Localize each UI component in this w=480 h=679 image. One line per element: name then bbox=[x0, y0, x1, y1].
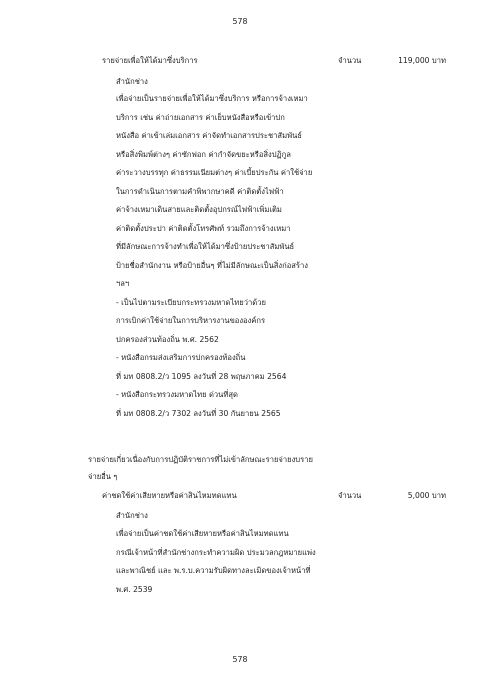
item-1-line: ค่าจ้างเหมาเดินสายและติดตั้งอุปกรณ์ไฟฟ้าเพิ่มเติม bbox=[116, 205, 282, 214]
item-1-line: - เป็นไปตามระเบียบกระทรวงมหาดไทยว่าด้วย bbox=[116, 298, 266, 307]
page-number-top: 578 bbox=[232, 17, 248, 26]
section-heading-continued: จ่ายอื่น ๆ bbox=[88, 472, 118, 481]
item-2-line: และพาณิชย์ และ พ.ร.บ.ความรับผิดทางละเมิดของเจ้าหน้าที่ bbox=[116, 566, 311, 575]
item-2-department: สำนักช่าง bbox=[116, 511, 148, 520]
item-1-line: ที่มีลักษณะการจ้างทำเพื่อให้ได้มาซึ่งป้ายประชาสัมพันธ์ bbox=[116, 242, 295, 251]
item-1-line: เพื่อจ่ายเป็นรายจ่ายเพื่อให้ได้มาซึ่งบริการ หรือการจ้างเหมา bbox=[116, 94, 308, 103]
section-heading: รายจ่ายเกี่ยวเนื่องกับการปฏิบัติราชการที่ไม่เข้าลักษณะรายจ่ายงบราย bbox=[88, 455, 313, 464]
item-2-amount: 5,000 บาท bbox=[407, 491, 446, 500]
item-1-department: สำนักช่าง bbox=[116, 77, 148, 86]
item-1-line: ในการดำเนินการตามคำพิพากษาคดี ค่าติดตั้งไฟฟ้า bbox=[116, 187, 284, 196]
item-1-line: หนังสือ ค่าเข้าเล่มเอกสาร ค่าจัดทำเอกสารประชาสัมพันธ์ bbox=[116, 131, 302, 140]
item-1-line: ค่าติดตั้งประปา ค่าติดตั้งโทรศัพท์ รวมถึงการจ้างเหมา bbox=[116, 224, 291, 233]
item-2-line: พ.ศ. 2539 bbox=[116, 585, 153, 594]
item-2-line: กรณีเจ้าหน้าที่สำนักช่างกระทำความผิด ประมวลกฎหมายแพ่ง bbox=[116, 548, 316, 557]
item-2-title: ค่าชดใช้ค่าเสียหายหรือค่าสินไหมทดแทน bbox=[102, 491, 237, 500]
item-1-line: ที่ มท 0808.2/ว 1095 ลงวันที่ 28 พฤษภาคม 2564 bbox=[116, 372, 287, 381]
item-2-amount-label: จำนวน bbox=[338, 491, 362, 500]
item-1-line: ป้ายชื่อสำนักงาน หรือป้ายอื่นๆ ที่ไม่มีลักษณะเป็นสิ่งก่อสร้าง bbox=[116, 261, 308, 270]
item-1-line: ฯลฯ bbox=[116, 279, 130, 288]
item-1-line: - หนังสือกรมส่งเสริมการปกครองท้องถิ่น bbox=[116, 353, 246, 362]
item-1-line: บริการ เช่น ค่าถ่ายเอกสาร ค่าเย็บหนังสือหรือเข้าปก bbox=[116, 113, 285, 122]
page-number-bottom: 578 bbox=[232, 655, 248, 664]
item-2-line: เพื่อจ่ายเป็นค่าชดใช้ค่าเสียหายหรือค่าสินไหมทดแทน bbox=[116, 529, 289, 538]
item-1-line: ที่ มท 0808.2/ว 7302 ลงวันที่ 30 กันยายน 2565 bbox=[116, 409, 281, 418]
item-1-line: - หนังสือกระทรวงมหาดไทย ด่วนที่สุด bbox=[116, 390, 238, 399]
item-1-amount-label: จำนวน bbox=[338, 56, 362, 65]
item-1-amount: 119,000 บาท bbox=[398, 56, 446, 65]
item-1-line: ค่าระวางบรรทุก ค่าธรรมเนียมต่างๆ ค่าเบี้ยประกัน ค่าใช้จ่าย bbox=[116, 168, 313, 177]
item-1-line: หรือสิ่งพิมพ์ต่างๆ ค่าซักฟอก ค่ากำจัดขยะหรือสิ่งปฏิกูล bbox=[116, 150, 291, 159]
item-1-title: รายจ่ายเพื่อให้ได้มาซึ่งบริการ bbox=[102, 56, 198, 65]
item-1-line: การเบิกค่าใช้จ่ายในการบริหารงานขององค์กร bbox=[116, 316, 266, 325]
item-1-line: ปกครองส่วนท้องถิ่น พ.ศ. 2562 bbox=[116, 335, 219, 344]
